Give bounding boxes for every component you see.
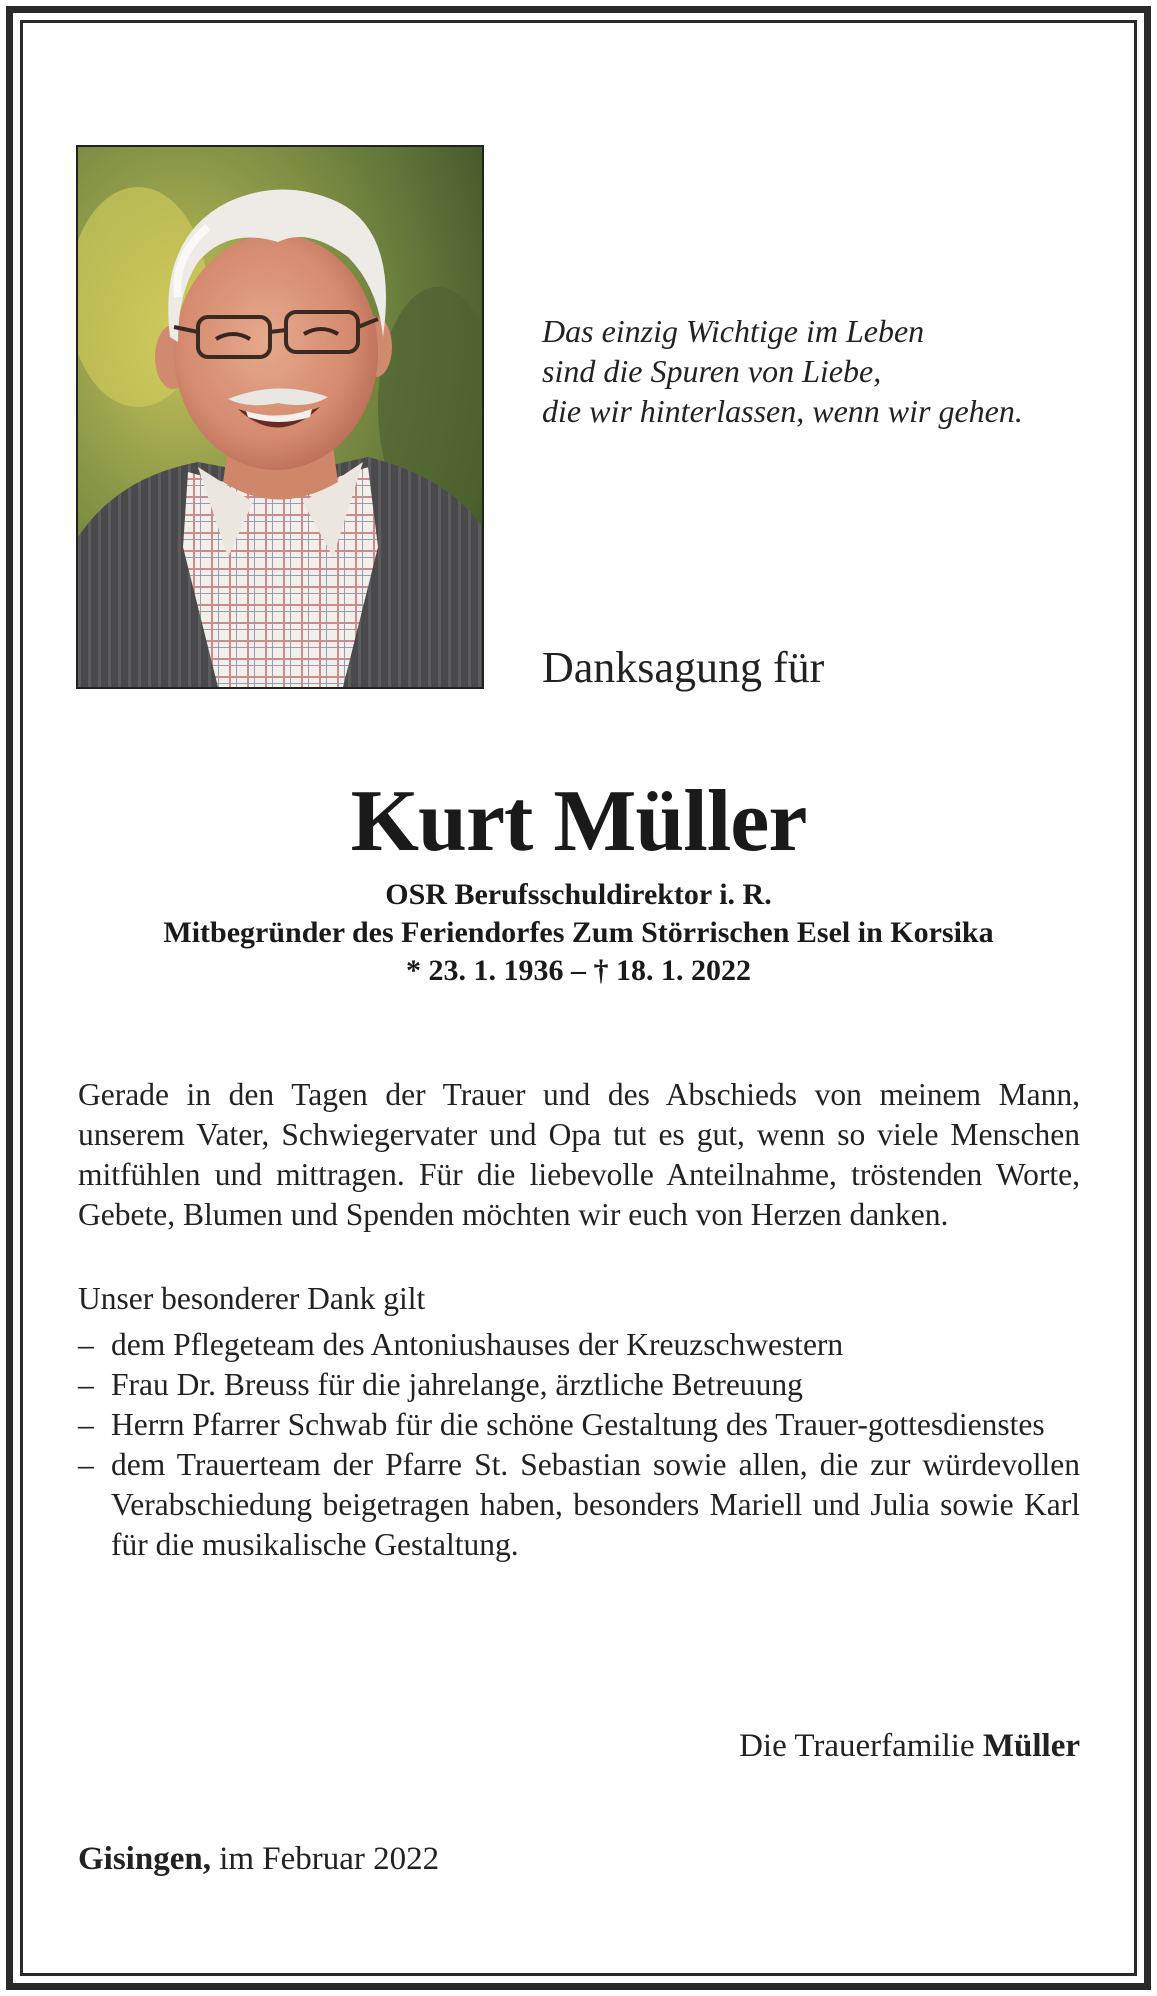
thanks-list-item bbox=[78, 1365, 1080, 1405]
thanks-list-item bbox=[78, 1445, 1080, 1565]
thanks-body bbox=[78, 1075, 1080, 1565]
signature-prefix: Die Trauerfamilie bbox=[739, 1728, 975, 1764]
list-dash: – bbox=[78, 1407, 94, 1442]
deceased-title: OSR Berufsschuldirektor i. R. bbox=[385, 878, 772, 911]
list-dash: – bbox=[78, 1327, 94, 1362]
thanks-item-text: dem Pflegeteam des Antoniushauses der Kreuzschwestern bbox=[111, 1327, 844, 1362]
thanks-list bbox=[78, 1325, 1080, 1565]
thanks-list-item bbox=[78, 1405, 1080, 1445]
thanks-item-text: dem Trauerteam der Pfarre St. Sebastian sowie allen, die zur würdevollen Verabschiedung beigetragen haben, besonders Mariell und Julia sowie Karl für die musikalische Gestaltung. bbox=[111, 1447, 1080, 1562]
signature-family: Müller bbox=[982, 1728, 1080, 1764]
thanks-paragraph: Gerade in den Tagen der Trauer und des Abschieds von meinem Mann, unserem Vater, Schwiegervater und Opa tut es gut, wenn so viele Menschen mitfühlen und mittragen. Für die liebevolle Anteilnahme, tröstenden Worte, Gebete, Blumen und Spenden möchten wir euch von Herzen danken. bbox=[78, 1077, 1080, 1232]
list-dash: – bbox=[78, 1367, 94, 1402]
quote-line: Das einzig Wichtige im Leben bbox=[542, 313, 925, 349]
place: Gisingen, bbox=[78, 1841, 211, 1877]
portrait-photo bbox=[76, 145, 484, 689]
memorial-quote bbox=[542, 311, 1102, 431]
place-date bbox=[78, 1838, 439, 1880]
date: im Februar 2022 bbox=[219, 1841, 440, 1877]
thanks-intro: Unser besonderer Dank gilt bbox=[78, 1281, 426, 1316]
thanks-item-text: Frau Dr. Breuss für die jahrelange, ärztliche Betreuung bbox=[111, 1367, 803, 1402]
thanks-heading: Danksagung für bbox=[542, 643, 825, 692]
signature bbox=[739, 1725, 1080, 1767]
quote-line: sind die Spuren von Liebe, bbox=[542, 353, 882, 389]
deceased-role: Mitbegründer des Feriendorfes Zum Störrischen Esel in Korsika bbox=[163, 916, 994, 949]
thanks-list-item bbox=[78, 1325, 1080, 1365]
deceased-details bbox=[60, 876, 1097, 990]
life-dates: * 23. 1. 1936 – † 18. 1. 2022 bbox=[406, 954, 751, 987]
deceased-name: Kurt Müller bbox=[350, 773, 807, 870]
thanks-item-text: Herrn Pfarrer Schwab für die schöne Gestaltung des Trauer-gottesdienstes bbox=[111, 1407, 1045, 1442]
list-dash: – bbox=[78, 1447, 94, 1482]
quote-line: die wir hinterlassen, wenn wir gehen. bbox=[542, 393, 1023, 429]
